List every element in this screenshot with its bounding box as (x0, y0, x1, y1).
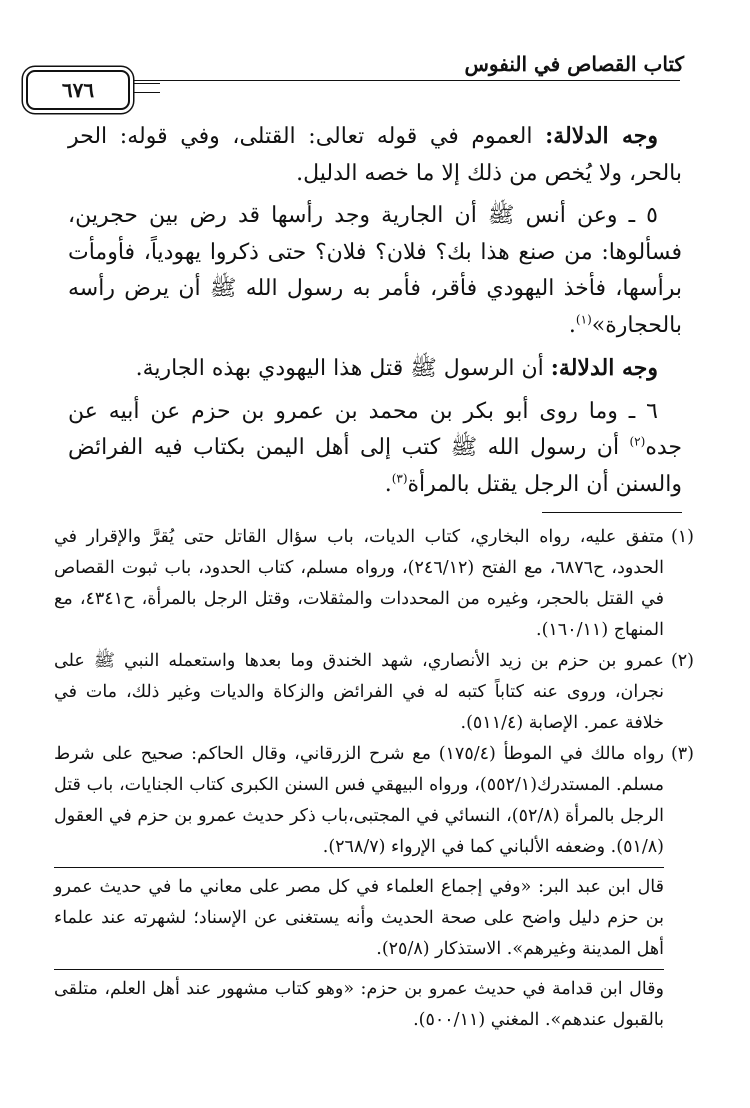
paragraph-hadith-6 (68, 394, 682, 504)
sentence-end: . (568, 312, 576, 338)
footnote-ref-1[interactable]: (١) (575, 312, 592, 327)
evidence-text: العموم في قوله تعالى: القتلى، وفي قوله: الحر بالحر، ولا يُخص من ذلك إلا ما خصه الدليل. (68, 124, 682, 186)
evidence-text: أن الرسول ﷺ قتل هذا اليهودي بهذه الجارية. (135, 356, 551, 381)
header-ornament-lines (132, 83, 160, 93)
quote-divider (54, 867, 664, 868)
footnote-ref-2[interactable]: (٢) (629, 434, 646, 449)
footnote-3 (54, 739, 694, 863)
header-rule (74, 80, 680, 81)
quote-ibn-qudama: وقال ابن قدامة في حديث عمرو بن حزم: «وهو كتاب مشهور عند أهل العلم، متلقى بالقبول عندهم». المغني (٥٠٠/١١). (54, 979, 664, 1030)
footnote-text: عمرو بن حزم بن زيد الأنصاري، شهد الخندق وما بعدها واستعمله النبي ﷺ على نجران، وروى عنه كتاباً كتبه له في الفرائض والزكاة والديات وغير ذلك، مات في خلافة عمر. الإصابة (٥١١/٤). (54, 651, 664, 733)
footnote-text: رواه مالك في الموطأ (١٧٥/٤) مع شرح الزرقاني، وقال الحاكم: صحيح على شرط مسلم. المستدرك(٥٥٢/١)، ورواه البيهقي فس السنن الكبرى كتاب الجنايات، باب قتل الرجل بالمرأة (٥٢/٨)، النسائي في المجتبى،باب ذكر حديث عمرو بن حزم في العقول (٥١/٨). وضعفه الألباني كما في الإرواء (٢٦٨/٧). (54, 744, 664, 857)
footnote-2 (54, 646, 694, 739)
hadith-text: ٥ ـ وعن أنس ﷺ أن الجارية وجد رأسها قد رض بين حجرين، فسألوها: من صنع هذا بك؟ فلان؟ فلان؟ حتى ذكروا يهودياً، فأومأت برأسها، فأخذ اليهودي فأقر، فأمر به رسول الله ﷺ أن يرض رأسه بالحجارة» (68, 203, 682, 338)
page-number: ٦٧٦ (61, 78, 95, 102)
footnote-separator (542, 512, 682, 513)
footnote-ref-3[interactable]: (٣) (391, 471, 408, 486)
paragraph-evidence-1 (68, 118, 682, 192)
footnote-number: (٢) (670, 651, 694, 671)
hadith-text-continued: أن رسول الله ﷺ كتب إلى أهل اليمن بكتاب فيه الفرائض والسنن أن الرجل يقتل بالمرأة (68, 435, 682, 497)
footnote-1 (54, 522, 694, 646)
footnote-number: (١) (670, 527, 694, 547)
footnotes (54, 522, 694, 1036)
footnote-text: متفق عليه، رواه البخاري، كتاب الديات، باب سؤال القاتل حتى يُقرَّ والإقرار في الحدود، ح٦٨٧٦، مع الفتح (٢٤٦/١٢)، ورواه مسلم، كتاب الحدود، باب ثبوت القصاص في القتل بالحجر، وغيره من المحددات والمثقلات، وقتل الرجل بالمرأة، ح٤٣٤١، مع المنهاج (١٦٠/١١). (54, 527, 664, 640)
paragraph-evidence-2 (68, 350, 682, 388)
main-text (68, 118, 682, 503)
hadith-text: ٦ ـ وما روى أبو بكر بن محمد بن عمرو بن حزم عن أبيه عن جده (68, 398, 682, 460)
paragraph-hadith-5 (68, 198, 682, 344)
page-number-frame (26, 70, 130, 110)
evidence-heading: وجه الدلالة: (550, 355, 658, 381)
quote-ibn-abd-albarr: قال ابن عبد البر: «وفي إجماع العلماء في كل مصر على معاني ما في حديث عمرو بن حزم دليل واضح على صحة الحديث وأنه يستغنى عن الإسناد؛ لشهرته عند علماء أهل المدينة وغيرهم». الاستذكار (٢٥/٨). (54, 877, 664, 959)
running-title: كتاب القصاص في النفوس (464, 52, 684, 76)
sentence-end: . (384, 471, 392, 497)
footnote-number: (٣) (670, 744, 694, 764)
quote-divider (54, 969, 664, 970)
evidence-heading: وجه الدلالة: (545, 123, 658, 149)
